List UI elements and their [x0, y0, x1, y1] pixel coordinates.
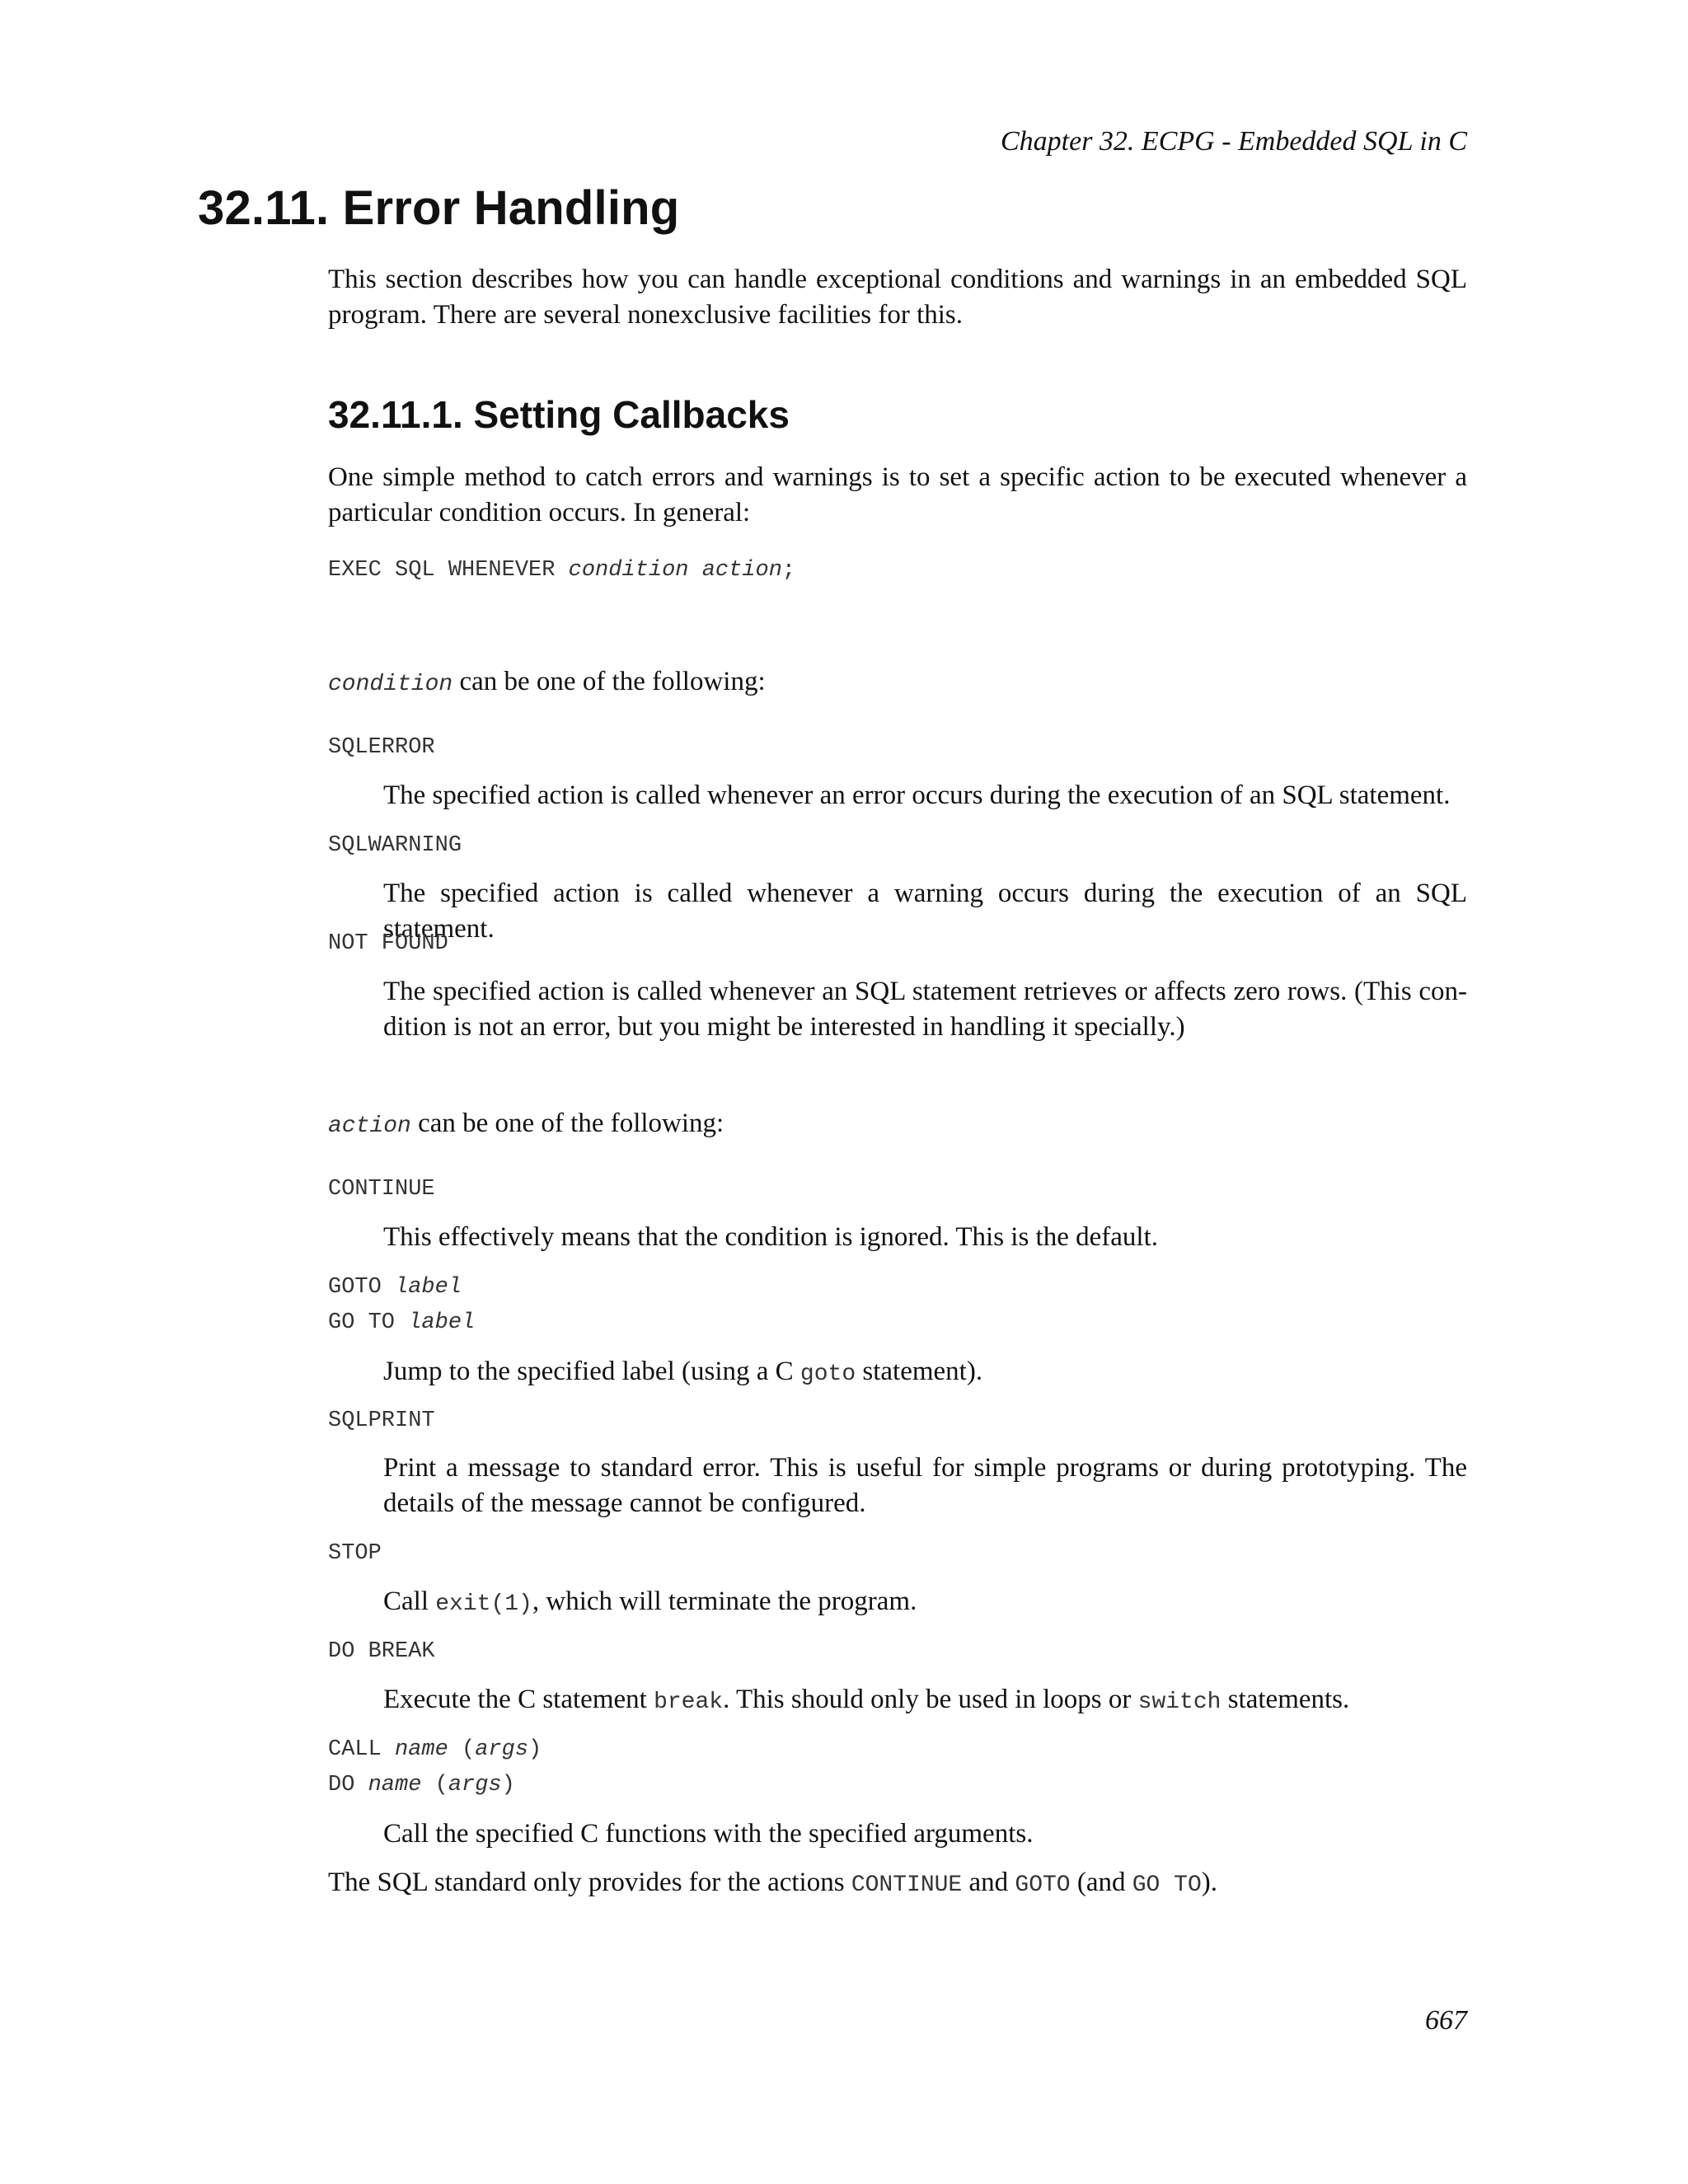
- stop-desc-a: Call: [383, 1586, 436, 1616]
- do-close-paren: ): [501, 1773, 515, 1797]
- goto-desc-code: goto: [799, 1361, 856, 1387]
- goto-label-arg: label: [395, 1275, 462, 1300]
- syntax-prefix: EXEC SQL WHENEVER: [328, 558, 569, 583]
- actions-lead-term: action: [328, 1113, 411, 1139]
- call-close-paren: ): [528, 1737, 542, 1762]
- do-break-desc-code-switch: switch: [1137, 1690, 1221, 1715]
- term-call: [328, 1733, 542, 1766]
- conditions-lead-text: can be one of the following:: [452, 667, 766, 696]
- desc-sqlprint: Print a message to standard error. This is useful for simple programs or during prototyping. The details of the message cannot be configured.: [383, 1453, 1467, 1518]
- syntax-suffix: ;: [781, 558, 796, 583]
- goto-desc-b: statement).: [856, 1357, 983, 1386]
- closing-code-goto: GOTO: [1015, 1872, 1071, 1898]
- call-args-arg: args: [475, 1737, 529, 1762]
- desc-not-found: The specified action is called whenever an SQL statement retrieves or affects zero rows. (This con-dition is not an error, but you might be interested in handling it specially.): [383, 977, 1467, 1042]
- term-sqlwarning: SQLWARNING: [328, 833, 462, 858]
- syntax-space: [688, 558, 701, 583]
- term-not-found: NOT FOUND: [328, 931, 448, 956]
- closing-text-d: ).: [1201, 1868, 1218, 1897]
- do-break-desc-c: statements.: [1221, 1685, 1350, 1714]
- closing-text-a: The SQL standard only provides for the actions: [328, 1868, 851, 1897]
- desc-sqlerror: The specified action is called whenever an error occurs during the execution of an SQL statement.: [383, 780, 1451, 810]
- term-sqlprint: SQLPRINT: [328, 1408, 435, 1433]
- desc-stop: [383, 1584, 1467, 1622]
- desc-goto: [383, 1354, 1467, 1392]
- term-stop: STOP: [328, 1541, 382, 1566]
- section-intro: This section describes how you can handle exceptional conditions and warnings in an embedded SQL program. There are several nonexclusive facilities for this.: [328, 265, 1467, 330]
- go-to-keyword: GO TO: [328, 1310, 409, 1335]
- actions-lead: [328, 1106, 1467, 1144]
- call-name-arg: name: [395, 1737, 448, 1762]
- go-to-label-arg: label: [408, 1310, 476, 1335]
- do-break-desc-a: Execute the C statement: [383, 1685, 654, 1714]
- do-break-desc-b: . This should only be used in loops or: [723, 1685, 1138, 1714]
- closing-code-go-to: GO TO: [1132, 1872, 1202, 1898]
- closing-text-c: (and: [1070, 1868, 1132, 1897]
- desc-do-break: [383, 1682, 1467, 1720]
- stop-desc-b: , which will terminate the program.: [532, 1586, 917, 1616]
- goto-keyword: GOTO: [328, 1275, 396, 1300]
- conditions-lead-term: condition: [328, 672, 453, 697]
- call-keyword: CALL: [328, 1737, 396, 1762]
- term-goto: [328, 1271, 462, 1304]
- actions-lead-text: can be one of the following:: [410, 1108, 724, 1138]
- closing-text-b: and: [962, 1868, 1015, 1897]
- desc-continue: This effectively means that the condition is ignored. This is the default.: [383, 1222, 1158, 1252]
- call-open-paren: (: [448, 1737, 476, 1762]
- do-keyword: DO: [328, 1773, 368, 1797]
- conditions-lead: [328, 664, 1467, 702]
- desc-sqlwarning: The specified action is called whenever a warning occurs during the execution of an SQL statement.: [383, 879, 1467, 944]
- goto-desc-a: Jump to the specified label (using a C: [383, 1357, 800, 1386]
- term-continue: CONTINUE: [328, 1177, 435, 1202]
- term-do-break: DO BREAK: [328, 1639, 435, 1664]
- section-title: 32.11. Error Handling: [198, 181, 680, 235]
- do-open-paren: (: [421, 1773, 448, 1797]
- closing-code-continue: CONTINUE: [851, 1872, 963, 1898]
- subsection-intro: One simple method to catch errors and warnings is to set a specific action to be executed whenever a particular condition occurs. In general:: [328, 462, 1467, 527]
- do-args-arg: args: [448, 1773, 502, 1797]
- subsection-title: 32.11.1. Setting Callbacks: [328, 393, 790, 436]
- chapter-header: Chapter 32. ECPG - Embedded SQL in C: [1000, 126, 1467, 157]
- term-do: [328, 1769, 515, 1802]
- term-go-to: [328, 1306, 475, 1339]
- do-break-desc-code-break: break: [654, 1690, 724, 1715]
- syntax-condition: condition: [568, 558, 689, 583]
- syntax-action: action: [701, 558, 782, 583]
- page-number: 667: [1425, 2005, 1467, 2036]
- whenever-syntax: [328, 554, 795, 587]
- desc-call: Call the specified C functions with the specified arguments.: [383, 1819, 1034, 1849]
- closing-paragraph: [328, 1865, 1467, 1903]
- do-name-arg: name: [368, 1773, 422, 1797]
- term-sqlerror: SQLERROR: [328, 735, 435, 760]
- stop-desc-code: exit(1): [435, 1591, 532, 1617]
